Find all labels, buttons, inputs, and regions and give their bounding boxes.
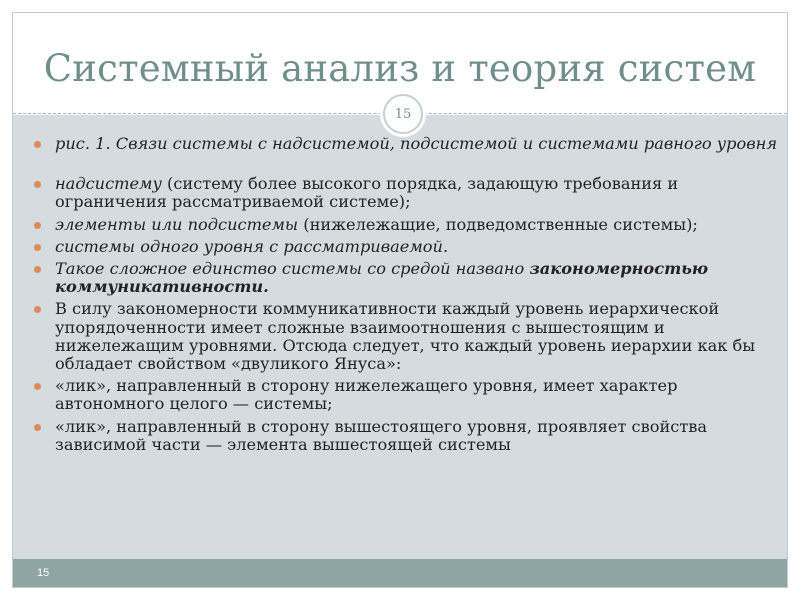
figure-caption: рис. 1. Связи системы с надсистемой, подсистемой и системами равного уровня (55, 134, 778, 153)
bullet-item (33, 260, 778, 296)
bullet-term: системы одного уровня с рассматриваемой. (55, 236, 449, 256)
bullet-text: (нижележащие, подведомственные системы); (298, 214, 698, 234)
bullet-term: элементы или подсистемы (55, 214, 299, 234)
bullet-text: (систему более высокого порядка, задающую требования и ограничения рассматриваемой системе); (55, 174, 679, 212)
slide-content (33, 135, 778, 458)
bullet-term: надсистему (55, 174, 162, 194)
bullet-emphasis: закономерностью коммуникативности. (55, 259, 709, 297)
bullet-icon (34, 306, 41, 313)
bullet-item (33, 238, 778, 256)
slide-title: Системный анализ и теория систем (43, 47, 757, 90)
bullet-text: В силу закономерности коммуникативности каждый уровень иерархической упорядоченности имеет сложные взаимоотношения с вышестоящим и нижележащим уровнями. Отсюда следует, что каждый уровень иерархии как бы обладает свойством «двуликого Януса»: (55, 299, 756, 374)
bullet-item (33, 377, 778, 413)
slide-number-badge: 15 (383, 94, 423, 134)
bullet-text: «лик», направленный в сторону вышестоящего уровня, проявляет свойства зависимой части — элемента вышестоящей системы (55, 416, 708, 454)
bullet-icon (34, 383, 41, 390)
bullet-icon (34, 266, 41, 273)
bullet-text: «лик», направленный в сторону нижележащего уровня, имеет характер автономного целого — системы; (55, 376, 678, 414)
bullet-item (33, 135, 778, 153)
bullet-icon (34, 141, 41, 148)
bullet-item (33, 175, 778, 211)
page-number: 15 (37, 567, 50, 579)
bullet-item (33, 300, 778, 373)
slide (12, 12, 788, 588)
bullet-item (33, 418, 778, 454)
bullet-icon (34, 244, 41, 251)
bullet-text: Такое сложное единство системы со средой названо (55, 259, 530, 279)
bullet-icon (34, 424, 41, 431)
bullet-icon (34, 222, 41, 229)
footer-bar (13, 559, 787, 587)
bullet-icon (34, 181, 41, 188)
spacer (33, 157, 778, 175)
bullet-item (33, 216, 778, 234)
